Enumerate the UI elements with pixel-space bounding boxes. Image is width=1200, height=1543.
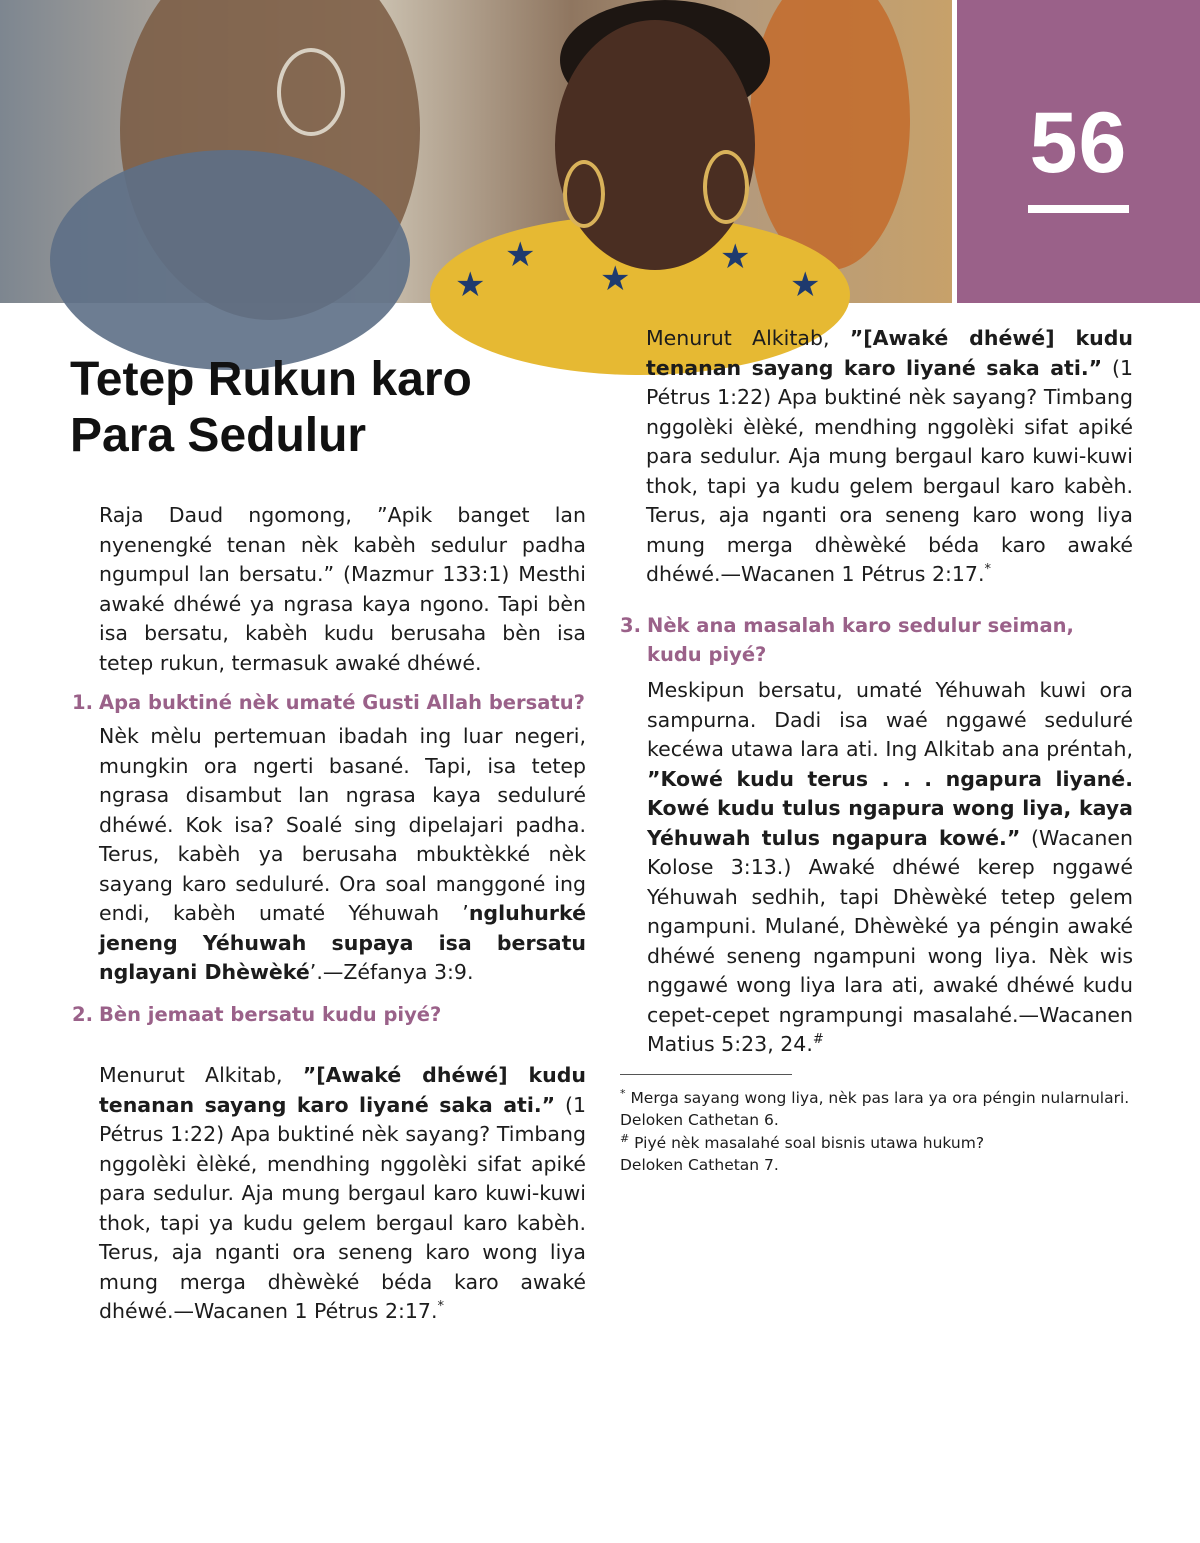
answer-1 [72,722,586,988]
answer-2-quote: ”[Awaké dhéwé] kudu tenanan sayang karo liyané saka ati.” [99,1063,586,1117]
intro-paragraph: Raja Daud ngomong, ”Apik banget lan nyenengké tenan nèk kabèh sedulur padha ngumpul lan bersatu.” (Mazmur 133:1) Mesthi awaké dhéwé ya ngrasa kaya ngono. Tapi bèn isa bersatu, kabèh kudu berusaha bèn isa tetep rukun, termasuk awaké dhéwé. [99,503,586,675]
title-line-2: Para Sedulur [70,409,367,462]
answer-1-quote: ngluhurké jeneng Yéhuwah supaya isa bersatu nglayani Dhèwèké [99,901,586,984]
answer-3 [620,676,1133,1060]
question-2-number: 2. [72,1002,93,1026]
right-column [620,611,1133,1177]
answer-1-text: Nèk mèlu pertemuan ibadah ing luar negeri, mungkin ora ngerti basané. Tapi, isa tetep ngrasa disambut lan ngrasa kaya seduluré dhéwé. Kok isa? Soalé sing dipelajari padha. Terus, kabèh ya berusaha mbuktèkké nèk sayang karo seduluré. Ora soal manggoné ing endi, kabèh umaté Yéhuwah ’ [99,724,586,925]
question-2 [72,1000,586,1029]
answer-1-reference: ’.—Zéfanya 3:9. [309,960,474,984]
footnotes [620,1087,1133,1177]
answer-2-continuation: (1 Pétrus 1:22) Apa buktiné nèk sayang? Timbang nggolèki èlèké, mendhing nggolèki sifat apiké para sedulur. Aja mung bergaul karo kuwi-kuwi thok, tapi ya kudu gelem bergaul karo kabèh. Terus, aja nganti ora seneng karo wong liya mung merga dhèwèké béda karo awaké dhéwé.—Wacanen 1 Pétrus 2:17. [99,1092,586,1323]
footnote-2-text-1: Piyé nèk masalahé soal bisnis utawa hukum? [634,1133,985,1152]
question-1 [72,688,586,717]
lesson-number: 56 [1029,95,1128,191]
footnote-mark-1-copy[interactable]: * [984,562,991,578]
lesson-badge [957,0,1200,303]
answer-2-text-copy: Menurut Alkitab, [646,326,850,350]
question-3-text-2: kudu piyé? [647,643,767,666]
footnote-2-text-2: Deloken Cathetan 7. [620,1156,779,1174]
answer-2-overflow [646,324,1133,590]
question-3-text-1: Nèk ana masalah karo sedulur seiman, [647,614,1074,637]
answer-2-continuation-copy: (1 Pétrus 1:22) Apa buktiné nèk sayang? Timbang nggolèki èlèké, mendhing nggolèki sifat apiké para sedulur. Aja mung bergaul karo kuwi-kuwi thok, tapi ya kudu gelem bergaul karo kabèh. Terus, aja nganti ora seneng karo wong liya mung merga dhèwèké béda karo awaké dhéwé.—Wacanen 1 Pétrus 2:17. [646,355,1133,586]
footnote-mark-1[interactable]: * [437,1299,444,1315]
answer-2-quote-copy: ”[Awaké dhéwé] kudu tenanan sayang karo liyané saka ati.” [646,326,1133,380]
answer-2 [99,1061,586,1327]
question-2-text: Bèn jemaat bersatu kudu piyé? [99,1002,442,1026]
footnote-2-mark: # [620,1131,630,1145]
title-line-1: Tetep Rukun karo [70,353,472,406]
question-3 [620,611,1133,669]
question-1-number: 1. [72,691,93,714]
answer-3-continuation: (Wacanen Kolose 3:13.) Awaké dhéwé kerep nggawé Yéhuwah sedhih, tapi Dhèwèké tetep gelem ngampuni. Mulané, Dhèwèké ya péngin awaké dhéwé seneng ngampuni wong liya. Nèk wis nggawé wong liya lara ati, awaké dhéwé kudu cepet-cepet ngrampungi masalahé.—Wacanen Matius 5:23, 24. [647,825,1134,1056]
footnote-1-mark: * [620,1086,626,1100]
answer-3-quote: ”Kowé kudu terus . . . ngapura liyané. Kowé kudu tulus ngapura wong liya, kaya Yéhuwah tulus ngapura kowé.” [647,766,1133,850]
footnote-mark-2[interactable]: # [812,1032,824,1048]
left-column [72,501,586,1029]
footnote-2 [620,1132,1133,1177]
footnote-1-text: Merga sayang wong liya, nèk pas lara ya ora péngin nularnulari. Deloken Cathetan 6. [620,1088,1130,1129]
question-3-number: 3. [620,614,641,637]
badge-underline [1028,205,1129,213]
question-1-text: Apa buktiné nèk umaté Gusti Allah bersatu? [99,691,585,714]
answer-2-part-2 [646,326,1133,591]
answer-2-part-1 [99,1061,586,1323]
answer-3-text: Meskipun bersatu, umaté Yéhuwah kuwi ora sampurna. Dadi isa waé nggawé seduluré kecéwa utawa lara ati. Ing Alkitab ana préntah, [647,678,1133,761]
answer-2-text: Menurut Alkitab, [99,1063,303,1087]
footnote-divider [620,1074,792,1075]
footnote-1 [620,1087,1133,1132]
hero-photo: ★ ★ ★ ★ ★ [0,0,952,303]
